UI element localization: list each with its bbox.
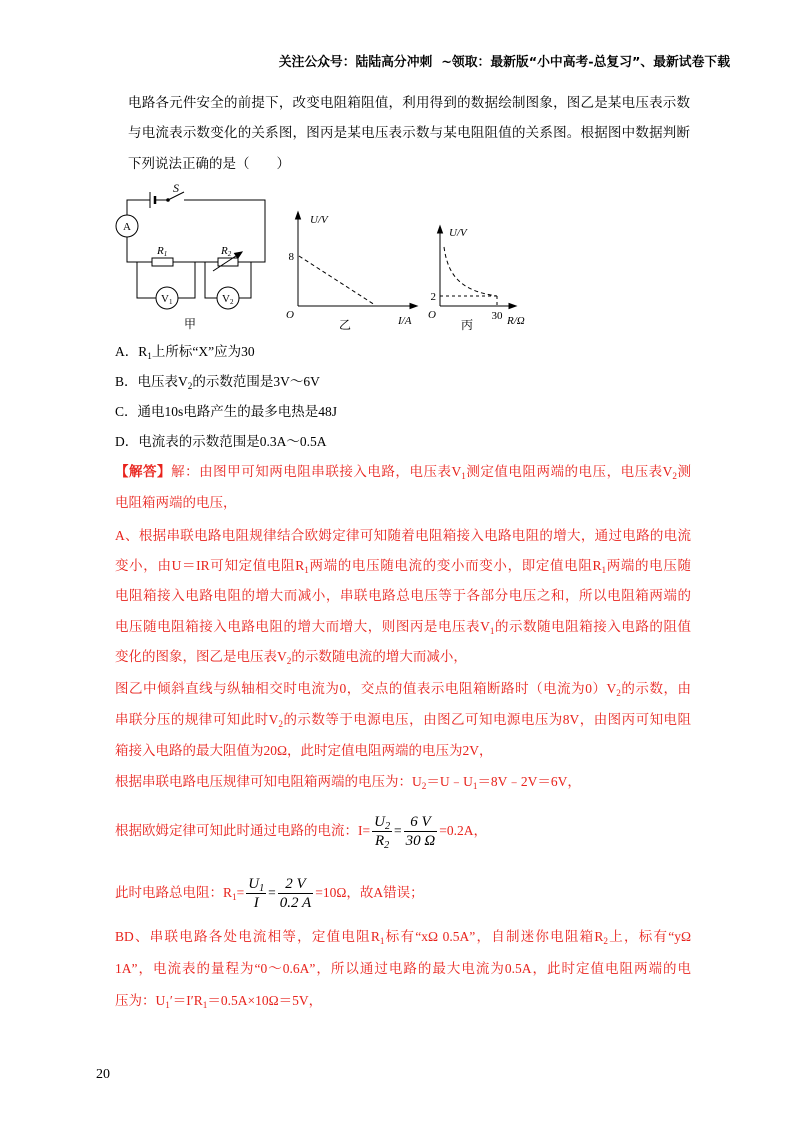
fraction bbox=[372, 813, 392, 850]
resistor-r2-label bbox=[220, 245, 232, 258]
fraction bbox=[278, 875, 313, 912]
voltmeter-v1-label bbox=[161, 293, 173, 306]
text-run: D．电流表的示数范围是0.3A～0.5A bbox=[115, 434, 327, 449]
voltmeter-v1-subscript: 1 bbox=[168, 298, 173, 306]
voltmeter-v1-symbol-text: V bbox=[161, 293, 169, 305]
fraction-denominator bbox=[404, 831, 438, 850]
text-run: 两端的电压随 bbox=[606, 558, 691, 573]
page-header-notice: 关注公众号：陆陆高分冲刺 ~领取：最新版“小中高考-总复习”、最新试卷下载 bbox=[278, 55, 730, 70]
wire bbox=[127, 200, 150, 215]
wire bbox=[239, 262, 251, 298]
text-run: 下列说法正确的是（ ） bbox=[128, 156, 290, 171]
text-run: 30 Ω bbox=[405, 833, 436, 850]
figure-panel bbox=[100, 178, 540, 338]
text-run: BD、串联电路各处电流相等，定值电阻R bbox=[115, 929, 380, 944]
solution-line bbox=[115, 462, 691, 482]
text-run: U bbox=[374, 814, 385, 831]
subscript: 2 bbox=[278, 718, 283, 729]
voltmeter-v2-label bbox=[222, 293, 234, 306]
text-run: 测 bbox=[677, 464, 692, 479]
question-stem-line bbox=[128, 93, 690, 113]
resistor-r1-symbol bbox=[152, 258, 173, 266]
solution-line bbox=[115, 647, 691, 667]
circuit-diagram bbox=[116, 192, 265, 309]
text-run: ＝8V﹣2V＝6V， bbox=[477, 774, 581, 789]
text-run: A．R bbox=[115, 344, 148, 359]
solution-line bbox=[115, 772, 691, 792]
resistor-r1-subscript: 1 bbox=[163, 250, 168, 258]
wire bbox=[205, 262, 217, 298]
text-run: C．通电10s电路产生的最多电热是48J bbox=[115, 404, 338, 419]
resistor-r2-subscript: 2 bbox=[227, 250, 232, 258]
text-run: 变小，由U＝IR可知定值电阻R bbox=[115, 558, 305, 573]
text-run: A、根据串联电路电阻规律结合欧姆定律可知随着电阻箱接入电路电阻的增大，通过电路的电流 bbox=[115, 528, 691, 543]
text-run: 的示数范围是3V～6V bbox=[192, 374, 320, 389]
text-run: 变化的图象，图乙是电压表V bbox=[115, 649, 287, 664]
text-run: 图乙中倾斜直线与纵轴相交时电流为0，交点的值表示电阻箱断路时（电流为0）V bbox=[115, 681, 617, 696]
solution-line bbox=[115, 959, 691, 979]
text-run: 与电流表示数变化的关系图，图丙是某电压表示数与某电阻阻值的关系图。根据图中数据判断 bbox=[128, 125, 690, 140]
subscript: 1 bbox=[472, 780, 478, 791]
subscript: 2 bbox=[421, 780, 427, 791]
subscript: 1 bbox=[379, 935, 385, 946]
subscript: 1 bbox=[232, 891, 237, 902]
solution-line bbox=[115, 710, 691, 730]
text-run: 根据欧姆定律可知此时通过电路的电流：I= bbox=[115, 823, 371, 838]
subscript: 2 bbox=[286, 655, 292, 666]
solution-line bbox=[115, 617, 691, 637]
option-a bbox=[115, 342, 690, 362]
wire bbox=[127, 237, 152, 262]
question-stem-line bbox=[128, 123, 690, 143]
subscript: 2 bbox=[187, 380, 193, 391]
option-c bbox=[115, 402, 690, 422]
text-run: 电阻箱接入电路电阻的增大而减小，串联电路总电压等于各部分电压之和，所以电阻箱两端的 bbox=[115, 588, 691, 603]
text-run: 电阻箱两端的电压， bbox=[115, 495, 237, 510]
fraction-denominator bbox=[278, 893, 313, 912]
solution-formula-line bbox=[115, 809, 691, 853]
data-curve-dashed bbox=[444, 247, 497, 296]
wire bbox=[137, 262, 156, 298]
switch-label: S bbox=[173, 181, 179, 195]
fraction-numerator bbox=[246, 875, 266, 893]
answer-tag: 【解答】 bbox=[115, 464, 172, 479]
fraction bbox=[404, 813, 438, 850]
subscript: 1 bbox=[461, 470, 466, 481]
text-run: 1A”，电流表的量程为“0～0.6A”，所以通过电路的最大电流为0.5A，此时定值电阻两端的电 bbox=[115, 961, 691, 976]
graph-yi-origin: O bbox=[286, 309, 294, 321]
graph-yi-y-axis-label: U/V bbox=[310, 214, 328, 226]
figure-caption-jia: 甲 bbox=[183, 317, 197, 331]
text-run: ＝U﹣U bbox=[426, 774, 473, 789]
solution-line bbox=[115, 741, 691, 761]
solution-line bbox=[115, 679, 691, 699]
solution-line bbox=[115, 991, 691, 1011]
text-run: = bbox=[236, 885, 245, 900]
y-axis-arrowhead bbox=[438, 226, 443, 233]
graph-bing-origin: O bbox=[428, 309, 436, 321]
voltmeter-v2-subscript: 2 bbox=[229, 298, 234, 306]
text-run: 根据串联电路电压规律可知电阻箱两端的电压为：U bbox=[115, 774, 422, 789]
text-run: 上，标有“yΩ bbox=[608, 929, 691, 944]
text-run: 标有“xΩ 0.5A”，自制迷你电阻箱R bbox=[384, 929, 604, 944]
text-run: 的示数随电阻箱接入电路的阻值 bbox=[494, 619, 692, 634]
subscript: 1 bbox=[304, 564, 309, 575]
text-run: R bbox=[374, 833, 385, 850]
text-run: 的示数，由 bbox=[620, 681, 692, 696]
x-axis-arrowhead bbox=[410, 304, 417, 309]
fraction-numerator bbox=[278, 875, 313, 893]
solution-line bbox=[115, 526, 691, 546]
text-run: ′＝I′R bbox=[169, 993, 203, 1008]
fraction-numerator bbox=[404, 813, 438, 831]
text-run: ＝0.5A×10Ω＝5V， bbox=[207, 993, 323, 1008]
subscript: 1 bbox=[165, 999, 170, 1010]
subscript: 2 bbox=[603, 935, 608, 946]
graph-yi-x-axis-label: I/A bbox=[398, 315, 412, 327]
subscript: 2 bbox=[616, 687, 621, 698]
x-axis-arrowhead bbox=[509, 304, 516, 309]
text-run: =0.2A， bbox=[439, 823, 488, 838]
text-run: 2 V bbox=[285, 876, 306, 893]
text-run: 6 V bbox=[410, 814, 431, 831]
text-run: 压为：U bbox=[115, 993, 166, 1008]
text-run: 串联分压的规律可知此时V bbox=[115, 712, 279, 727]
graph-bing-x-axis-label: R/Ω bbox=[507, 315, 525, 327]
text-run: U bbox=[248, 876, 260, 893]
fraction bbox=[246, 875, 266, 912]
subscript: 2 bbox=[384, 840, 390, 852]
figure-caption-bing: 丙 bbox=[460, 318, 474, 332]
subscript: 2 bbox=[672, 470, 677, 481]
resistor-r1-symbol-text: R bbox=[157, 245, 164, 257]
equals-sign: = bbox=[268, 885, 276, 900]
ammeter-label: A bbox=[123, 221, 131, 233]
subscript: 1 bbox=[259, 883, 265, 895]
equals-sign: = bbox=[394, 823, 402, 838]
resistor-box-r2-symbol bbox=[218, 258, 238, 266]
fraction-denominator bbox=[372, 831, 392, 850]
text-run: 电路各元件安全的前提下，改变电阻箱阻值，利用得到的数据绘制图象，图乙是某电压表示数 bbox=[128, 95, 690, 110]
figure-caption-yi: 乙 bbox=[338, 318, 352, 332]
text-run: 两端的电压随电流的变小而变小，即定值电阻R bbox=[308, 558, 602, 573]
graph-bing-x-tick: 30 bbox=[491, 310, 503, 322]
graph-yi-y-tick: 8 bbox=[288, 251, 294, 263]
text-run: 上所标“X”应为30 bbox=[151, 344, 255, 359]
solution-line bbox=[115, 493, 691, 513]
subscript: 1 bbox=[147, 350, 152, 361]
text-run: 测定值电阻两端的电压，电压表V bbox=[465, 464, 673, 479]
text-run: 解：由图甲可知两电阻串联接入电路，电压表V bbox=[171, 464, 462, 479]
fraction-numerator bbox=[372, 813, 392, 831]
resistor-r2-symbol-text: R bbox=[221, 245, 228, 257]
text-run: 此时电路总电阻：R bbox=[115, 885, 233, 900]
voltmeter-v2-symbol-text: V bbox=[222, 293, 230, 305]
text-run: 箱接入电路的最大阻值为20Ω，此时定值电阻两端的电压为2V， bbox=[115, 743, 493, 758]
solution-line bbox=[115, 927, 691, 947]
text-run: 的示数等于电源电压，由图乙可知电源电压为8V，由图丙可知电阻 bbox=[282, 712, 692, 727]
question-stem-line bbox=[128, 154, 690, 174]
fraction-denominator bbox=[246, 893, 266, 912]
subscript: 1 bbox=[601, 564, 607, 575]
y-axis-arrowhead bbox=[296, 212, 301, 219]
graph-yi bbox=[296, 212, 418, 309]
text-run: 电压随电阻箱接入电路电阻的增大而增大，则图丙是电压表V bbox=[115, 619, 490, 634]
subscript: 1 bbox=[202, 999, 208, 1010]
text-run: =10Ω，故A错误； bbox=[315, 885, 424, 900]
solution-line bbox=[115, 556, 691, 576]
solution-line bbox=[115, 586, 691, 606]
subscript: 2 bbox=[384, 821, 391, 833]
graph-bing-y-tick: 2 bbox=[430, 291, 436, 303]
option-b bbox=[115, 372, 690, 392]
text-run: 的示数随电流的增大而减小， bbox=[291, 649, 467, 664]
text-run: B．电压表V bbox=[115, 374, 188, 389]
wire bbox=[178, 262, 195, 298]
solution-formula-line bbox=[115, 871, 691, 915]
graph-bing-y-axis-label: U/V bbox=[449, 227, 467, 239]
text-run: I bbox=[253, 895, 259, 912]
resistor-r1-label bbox=[156, 245, 167, 258]
subscript: 1 bbox=[489, 625, 495, 636]
option-d bbox=[115, 432, 690, 452]
data-line-dashed bbox=[299, 256, 375, 305]
arrowhead-icon bbox=[235, 252, 243, 258]
page-number: 20 bbox=[96, 1067, 110, 1082]
text-run: 0.2 A bbox=[279, 895, 312, 912]
